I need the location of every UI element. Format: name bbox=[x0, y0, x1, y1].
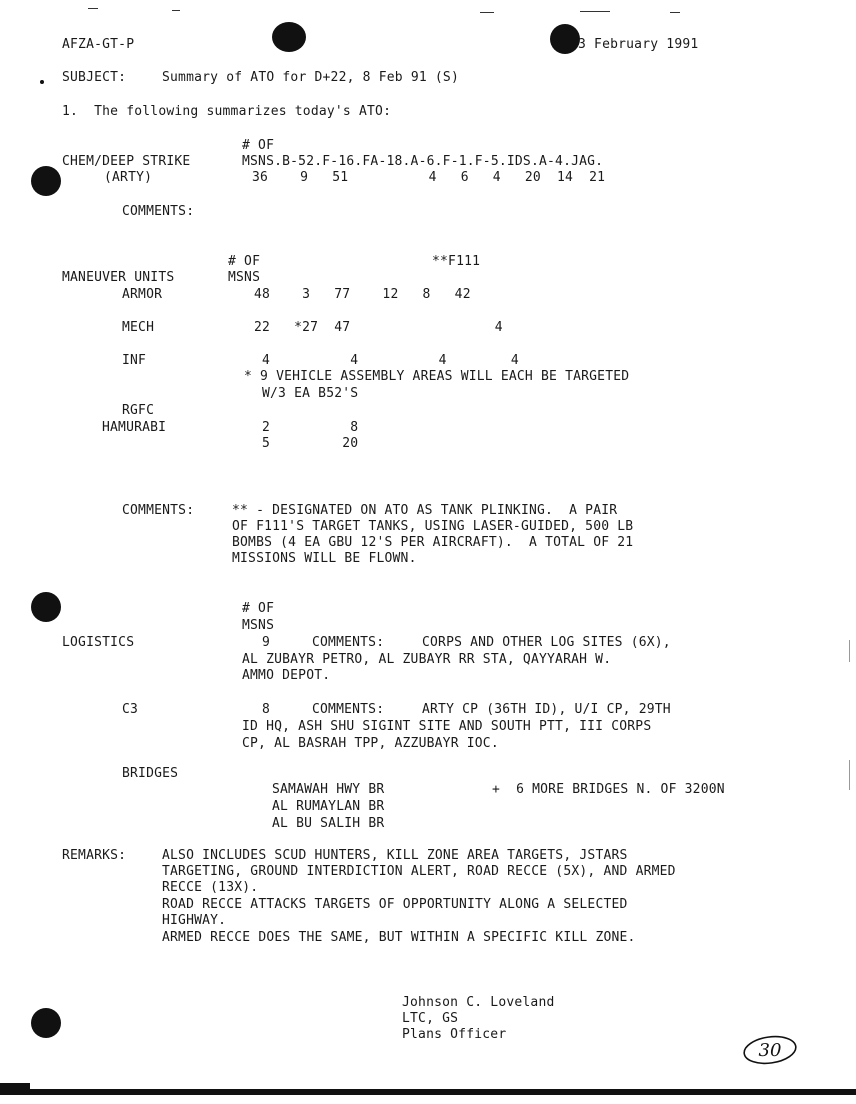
bullet-mark bbox=[40, 80, 44, 84]
remarks-line1: ALSO INCLUDES SCUD HUNTERS, KILL ZONE AREA TARGETS, JSTARS bbox=[162, 848, 628, 863]
punch-hole-mark bbox=[31, 592, 61, 622]
punch-hole-mark bbox=[31, 166, 61, 196]
bridges-more: + 6 MORE BRIDGES N. OF 3200N bbox=[492, 782, 725, 797]
c3-line2: ID HQ, ASH SHU SIGINT SITE AND SOUTH PTT, III CORPS bbox=[242, 719, 652, 734]
signature-name: Johnson C. Loveland bbox=[402, 995, 555, 1010]
punch-hole-mark bbox=[272, 22, 306, 52]
remarks-line2: TARGETING, GROUND INTERDICTION ALERT, ROAD RECCE (5X), AND ARMED bbox=[162, 864, 676, 879]
maneuver-msns: MSNS bbox=[228, 270, 261, 285]
rgfc-row2: 5 20 bbox=[262, 436, 359, 451]
document-date: 3 February 1991 bbox=[578, 37, 699, 52]
maneuver-comments-line3: BOMBS (4 EA GBU 12'S PER AIRCRAFT). A TOTAL OF 21 bbox=[232, 535, 634, 550]
f111-header: **F111 bbox=[432, 254, 481, 269]
remarks-line3: RECCE (13X). bbox=[162, 880, 259, 895]
maneuver-units-label: MANEUVER UNITS bbox=[62, 270, 175, 285]
intro-paragraph: 1. The following summarizes today's ATO: bbox=[62, 104, 392, 119]
c3-line3: CP, AL BASRAH TPP, AZZUBAYR IOC. bbox=[242, 736, 499, 751]
chem-header-row: MSNS.B-52.F-16.FA-18.A-6.F-1.F-5.IDS.A-4.JAG. bbox=[242, 154, 604, 169]
c3-comments-label: COMMENTS: bbox=[312, 702, 385, 717]
logistics-msns: MSNS bbox=[242, 618, 275, 633]
inf-label: INF bbox=[122, 353, 147, 368]
signature-rank: LTC, GS bbox=[402, 1011, 459, 1026]
subject-label: SUBJECT: bbox=[62, 70, 127, 85]
page-number-text: 30 bbox=[758, 1040, 782, 1061]
rgfc-label: RGFC bbox=[122, 403, 155, 418]
logistics-label: LOGISTICS bbox=[62, 635, 135, 650]
armor-label: ARMOR bbox=[122, 287, 163, 302]
chem-sublabel: (ARTY) bbox=[104, 170, 153, 185]
logistics-line1: CORPS AND OTHER LOG SITES (6X), bbox=[422, 635, 671, 650]
remarks-line4: ROAD RECCE ATTACKS TARGETS OF OPPORTUNITY ALONG A SELECTED bbox=[162, 897, 628, 912]
maneuver-comments-label: COMMENTS: bbox=[122, 503, 195, 518]
maneuver-comments-line4: MISSIONS WILL BE FLOWN. bbox=[232, 551, 417, 566]
maneuver-footnote-line2: W/3 EA B52'S bbox=[262, 386, 359, 401]
chem-values-row: 36 9 51 4 6 4 20 14 21 bbox=[252, 170, 606, 185]
subject-text: Summary of ATO for D+22, 8 Feb 91 (S) bbox=[162, 70, 459, 85]
logistics-count: 9 bbox=[262, 635, 271, 650]
c3-label: C3 bbox=[122, 702, 139, 717]
remarks-line5: HIGHWAY. bbox=[162, 913, 227, 928]
bridge-item: AL BU SALIH BR bbox=[272, 816, 385, 831]
mech-label: MECH bbox=[122, 320, 155, 335]
remarks-line6: ARMED RECCE DOES THE SAME, BUT WITHIN A SPECIFIC KILL ZONE. bbox=[162, 930, 636, 945]
bridge-item: SAMAWAH HWY BR bbox=[272, 782, 385, 797]
maneuver-comments-line2: OF F111'S TARGET TANKS, USING LASER-GUIDED, 500 LB bbox=[232, 519, 634, 534]
punch-hole-mark bbox=[550, 24, 580, 54]
rgfc-row1: 2 8 bbox=[262, 420, 359, 435]
maneuver-footnote-line1: * 9 VEHICLE ASSEMBLY AREAS WILL EACH BE TARGETED bbox=[244, 369, 630, 384]
hamurabi-label: HAMURABI bbox=[102, 420, 167, 435]
chem-comments-label: COMMENTS: bbox=[122, 204, 195, 219]
scan-edge-bar bbox=[0, 1089, 856, 1095]
logistics-line2: AL ZUBAYR PETRO, AL ZUBAYR RR STA, QAYYARAH W. bbox=[242, 652, 612, 667]
office-symbol: AFZA-GT-P bbox=[62, 37, 135, 52]
handwritten-page-number bbox=[740, 1032, 800, 1068]
maneuver-num-of: # OF bbox=[228, 254, 261, 269]
armor-values: 48 3 77 12 8 42 bbox=[254, 287, 471, 302]
bridges-label: BRIDGES bbox=[122, 766, 179, 781]
c3-count: 8 bbox=[262, 702, 271, 717]
signature-title: Plans Officer bbox=[402, 1027, 507, 1042]
inf-values: 4 4 4 4 bbox=[262, 353, 519, 368]
chem-num-of: # OF bbox=[242, 138, 275, 153]
mech-values: 22 *27 47 4 bbox=[254, 320, 503, 335]
logistics-line3: AMMO DEPOT. bbox=[242, 668, 331, 683]
c3-line1: ARTY CP (36TH ID), U/I CP, 29TH bbox=[422, 702, 671, 717]
chem-deep-strike-label: CHEM/DEEP STRIKE bbox=[62, 154, 191, 169]
logistics-num-of: # OF bbox=[242, 601, 275, 616]
scan-edge-bar bbox=[0, 1083, 30, 1091]
bridge-item: AL RUMAYLAN BR bbox=[272, 799, 385, 814]
maneuver-comments-line1: ** - DESIGNATED ON ATO AS TANK PLINKING. A PAIR bbox=[232, 503, 618, 518]
remarks-label: REMARKS: bbox=[62, 848, 127, 863]
logistics-comments-label: COMMENTS: bbox=[312, 635, 385, 650]
punch-hole-mark bbox=[31, 1008, 61, 1038]
